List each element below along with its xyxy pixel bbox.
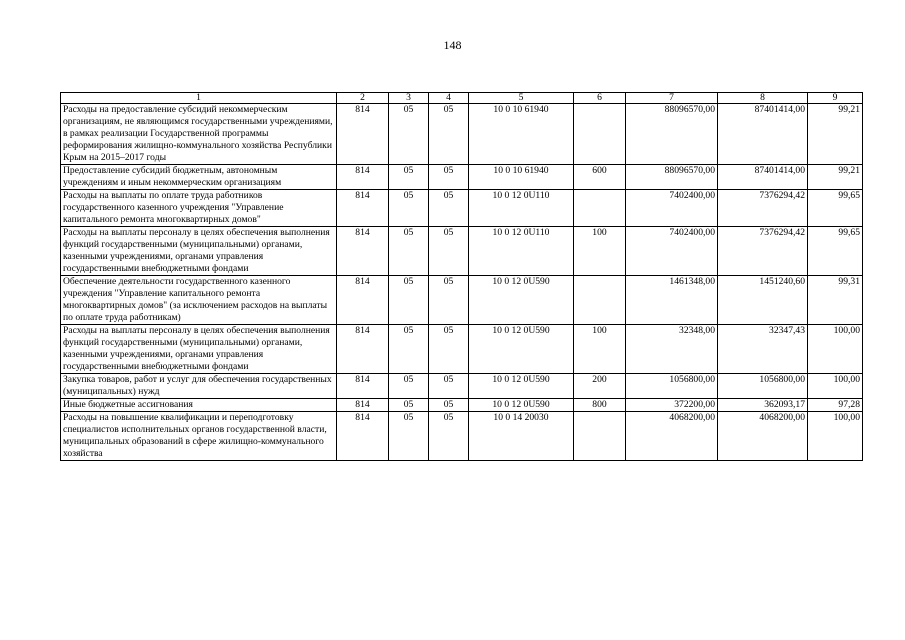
budget-table — [60, 92, 863, 461]
table-row — [61, 165, 863, 190]
header-cell: 5 — [469, 93, 574, 104]
section-code: 05 — [389, 325, 429, 374]
table-row — [61, 412, 863, 461]
expense-name: Расходы на выплаты персоналу в целях обеспечения выполнения функций государственными (муниципальными) органами, казенными учреждениями, органами управления государственными внебюджетными фондами — [61, 325, 337, 374]
subsection-code: 05 — [429, 412, 469, 461]
header-cell: 6 — [574, 93, 626, 104]
expense-type-code: 100 — [574, 227, 626, 276]
table-row — [61, 276, 863, 325]
header-cell: 2 — [337, 93, 389, 104]
planned-amount: 7402400,00 — [626, 190, 718, 227]
section-code: 05 — [389, 190, 429, 227]
section-code: 05 — [389, 227, 429, 276]
ministry-code: 814 — [337, 374, 389, 399]
section-code: 05 — [389, 374, 429, 399]
execution-percent: 99,21 — [808, 104, 863, 165]
ministry-code: 814 — [337, 412, 389, 461]
header-cell: 3 — [389, 93, 429, 104]
execution-percent: 100,00 — [808, 325, 863, 374]
expense-name: Обеспечение деятельности государственного казенного учреждения "Управление капитального ремонта многоквартирных домов" (за исключением расходов на выплаты по оплате труда работникам) — [61, 276, 337, 325]
section-code: 05 — [389, 104, 429, 165]
header-cell: 9 — [808, 93, 863, 104]
expense-type-code — [574, 104, 626, 165]
expense-name: Предоставление субсидий бюджетным, автономным учреждениям и иным некоммерческим организациям — [61, 165, 337, 190]
execution-percent: 99,21 — [808, 165, 863, 190]
expense-type-code — [574, 190, 626, 227]
header-cell: 4 — [429, 93, 469, 104]
executed-amount: 7376294,42 — [718, 190, 808, 227]
executed-amount: 32347,43 — [718, 325, 808, 374]
target-article-code: 10 0 10 61940 — [469, 104, 574, 165]
target-article-code: 10 0 14 20030 — [469, 412, 574, 461]
planned-amount: 372200,00 — [626, 399, 718, 412]
ministry-code: 814 — [337, 227, 389, 276]
execution-percent: 100,00 — [808, 412, 863, 461]
header-cell: 1 — [61, 93, 337, 104]
expense-type-code: 600 — [574, 165, 626, 190]
execution-percent: 97,28 — [808, 399, 863, 412]
expense-type-code — [574, 412, 626, 461]
page-number: 148 — [443, 38, 462, 52]
subsection-code: 05 — [429, 104, 469, 165]
subsection-code: 05 — [429, 165, 469, 190]
table-row — [61, 227, 863, 276]
header-cell: 7 — [626, 93, 718, 104]
section-code: 05 — [389, 399, 429, 412]
planned-amount: 88096570,00 — [626, 165, 718, 190]
subsection-code: 05 — [429, 227, 469, 276]
expense-name: Расходы на предоставление субсидий некоммерческим организациям, не являющимся государственными учреждениями, в рамках реализации Государственной программы реформирования жилищно-коммунального хозяйства Республики Крым на 2015–2017 годы — [61, 104, 337, 165]
target-article-code: 10 0 12 0U590 — [469, 276, 574, 325]
section-code: 05 — [389, 276, 429, 325]
executed-amount: 7376294,42 — [718, 227, 808, 276]
table-row — [61, 399, 863, 412]
target-article-code: 10 0 12 0U110 — [469, 227, 574, 276]
expense-name: Иные бюджетные ассигнования — [61, 399, 337, 412]
ministry-code: 814 — [337, 190, 389, 227]
execution-percent: 99,65 — [808, 190, 863, 227]
target-article-code: 10 0 12 0U590 — [469, 374, 574, 399]
planned-amount: 1056800,00 — [626, 374, 718, 399]
execution-percent: 99,31 — [808, 276, 863, 325]
execution-percent: 100,00 — [808, 374, 863, 399]
expense-type-code: 200 — [574, 374, 626, 399]
ministry-code: 814 — [337, 276, 389, 325]
table-row — [61, 325, 863, 374]
expense-type-code — [574, 276, 626, 325]
executed-amount: 1451240,60 — [718, 276, 808, 325]
section-code: 05 — [389, 165, 429, 190]
ministry-code: 814 — [337, 104, 389, 165]
executed-amount: 362093,17 — [718, 399, 808, 412]
subsection-code: 05 — [429, 374, 469, 399]
ministry-code: 814 — [337, 325, 389, 374]
expense-name: Закупка товаров, работ и услуг для обеспечения государственных (муниципальных) нужд — [61, 374, 337, 399]
planned-amount: 1461348,00 — [626, 276, 718, 325]
planned-amount: 88096570,00 — [626, 104, 718, 165]
expense-name: Расходы на выплаты персоналу в целях обеспечения выполнения функций государственными (муниципальными) органами, казенными учреждениями, органами управления государственными внебюджетными фондами — [61, 227, 337, 276]
header-cell: 8 — [718, 93, 808, 104]
table-row — [61, 374, 863, 399]
planned-amount: 4068200,00 — [626, 412, 718, 461]
executed-amount: 1056800,00 — [718, 374, 808, 399]
execution-percent: 99,65 — [808, 227, 863, 276]
table-row — [61, 104, 863, 165]
executed-amount: 87401414,00 — [718, 165, 808, 190]
header-row — [61, 93, 863, 104]
subsection-code: 05 — [429, 325, 469, 374]
expense-type-code: 100 — [574, 325, 626, 374]
target-article-code: 10 0 10 61940 — [469, 165, 574, 190]
subsection-code: 05 — [429, 190, 469, 227]
target-article-code: 10 0 12 0U590 — [469, 325, 574, 374]
subsection-code: 05 — [429, 276, 469, 325]
subsection-code: 05 — [429, 399, 469, 412]
executed-amount: 4068200,00 — [718, 412, 808, 461]
ministry-code: 814 — [337, 399, 389, 412]
target-article-code: 10 0 12 0U590 — [469, 399, 574, 412]
table-row — [61, 190, 863, 227]
section-code: 05 — [389, 412, 429, 461]
expense-name: Расходы на выплаты по оплате труда работников государственного казенного учреждения "Управление капитального ремонта многоквартирных домов" — [61, 190, 337, 227]
ministry-code: 814 — [337, 165, 389, 190]
planned-amount: 32348,00 — [626, 325, 718, 374]
expense-type-code: 800 — [574, 399, 626, 412]
planned-amount: 7402400,00 — [626, 227, 718, 276]
executed-amount: 87401414,00 — [718, 104, 808, 165]
target-article-code: 10 0 12 0U110 — [469, 190, 574, 227]
expense-name: Расходы на повышение квалификации и переподготовку специалистов исполнительных органов государственной власти, муниципальных образований в сфере жилищно-коммунального хозяйства — [61, 412, 337, 461]
